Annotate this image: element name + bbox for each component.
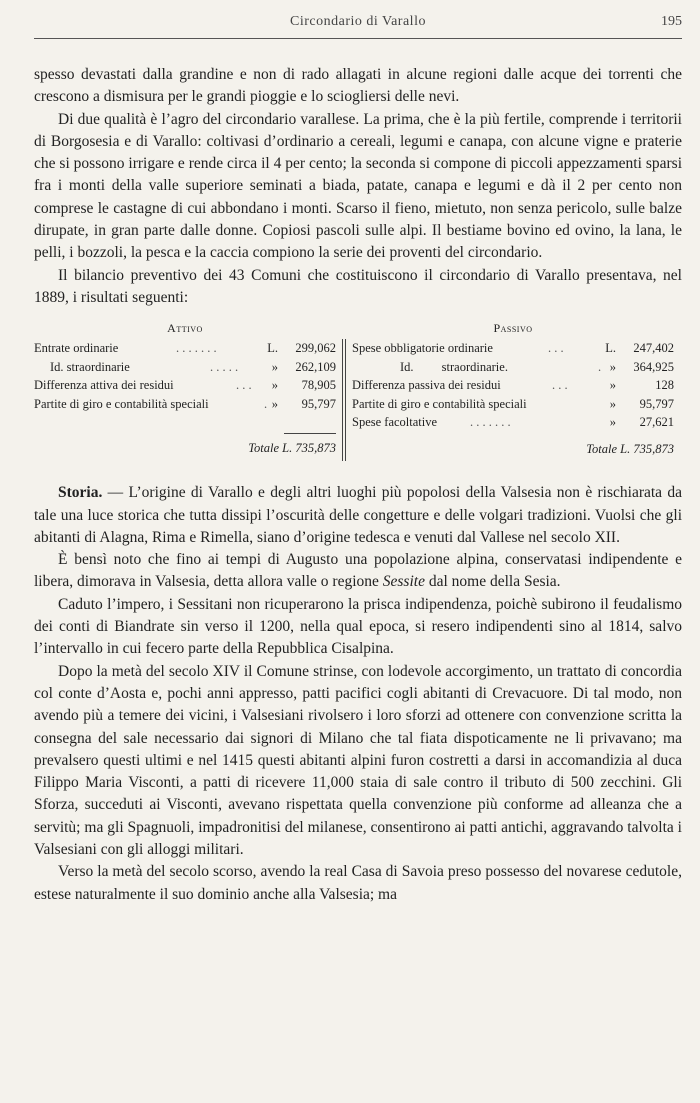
passivo-row (352, 413, 674, 432)
row-amount: 27,621 (639, 415, 674, 430)
row-currency: » (609, 378, 616, 393)
paragraph-secolo-xiv: Dopo la metà del secolo XIV il Comune strinse, con lodevole accorgimento, un trattato di concordia col conte d’Aosta e, pochi anni appresso, patti pacifici cogli abitanti di Crevacuore. Di tal modo, non avendo più a temere dei vicini, i Valsesiani rivolsero i loro sforzi ad ottenere con convenzione scritta la consegna del sale necessario dai signori di Milano che tal fiata dispoticamente ne li privavano; ma prevalsero questi ultimi e nel 1415 questi abitanti alpini furon costretti a darsi in accomandizia al duca Filippo Maria Visconti, a patti di ricevere 11,000 staia di sale contro il tributo di 500 zecchini. Gli Sforza, succeduti ai Visconti, avevano rispettata quella convenzione più conforme ad alleanza che a servitù; ma gli Spagnuoli, impadronitisi del milanese, consentirono ai patti antichi, aggravando talvolta i Valsesiani con gli alloggi militari. (34, 662, 682, 859)
column-divider (342, 339, 346, 461)
passivo-total: Totale L. 735,873 (586, 441, 674, 456)
header-rule (34, 38, 682, 39)
attivo-heading: Attivo (167, 321, 203, 336)
row-leader: . . . . . . . (176, 341, 217, 356)
term-sessite: Sessite (382, 573, 425, 591)
attivo-row (34, 339, 336, 358)
attivo-row (34, 358, 336, 377)
passivo-row (352, 358, 674, 377)
attivo-total: Totale L. 735,873 (248, 441, 336, 456)
paragraph-bilancio: Il bilancio preventivo dei 43 Comuni che costituiscono il circondario di Varallo presentava, nel 1889, i risultati seguenti: (34, 266, 682, 306)
page-body (34, 64, 682, 906)
row-amount: 364,925 (633, 359, 674, 374)
attivo-row (34, 376, 336, 395)
row-currency: L. (605, 341, 616, 356)
row-leader: . . . (552, 378, 568, 393)
paragraph-augusto-part1: È bensì noto che fino ai tempi di Augusto una popolazione alpina, conservatasi indipendente e libera, dimorava in Valsesia, detta allora valle o regione (34, 551, 682, 591)
passivo-row (352, 339, 674, 358)
row-label: Id. straordinarie (50, 359, 130, 374)
row-currency: » (609, 396, 616, 411)
paragraph-storia (34, 482, 682, 549)
passivo-row (352, 376, 674, 395)
paragraph-savoia: Verso la metà del secolo scorso, avendo la real Casa di Savoia preso possesso del novarese cedutole, estese naturalmente il suo dominio anche alla Valsesia; ma (34, 863, 682, 903)
row-amount: 95,797 (639, 396, 674, 411)
row-currency: L. (267, 341, 278, 356)
storia-text: — L’origine di Varallo e degli altri luoghi più popolosi della Valsesia non è rischiarata da tale una luce storica che tutta dissipi l’oscurità delle congetture e delle volgari tradizioni. Vuolsi che gli abitanti di Alagna, Rima e Rimella, siano d’origine tedesca e venuti dal Vallese nel secolo XII. (34, 484, 682, 546)
section-heading-storia: Storia. (58, 484, 103, 502)
row-leader: . . . . . (210, 359, 239, 374)
passivo-column (352, 317, 674, 460)
passivo-heading: Passivo (493, 321, 533, 336)
attivo-total-line (34, 437, 336, 459)
paragraph-augusto (34, 549, 682, 594)
row-amount: 299,062 (295, 341, 336, 356)
row-leader: . . . (548, 341, 564, 356)
row-leader: . (264, 396, 268, 411)
row-label: Partite di giro e contabilità speciali (352, 396, 527, 411)
row-label: Entrate ordinarie (34, 341, 119, 356)
row-amount: 78,905 (301, 378, 336, 393)
paragraph-continuation: spesso devastati dalla grandine e non di rado allagati in alcune regioni dalle acque dei torrenti che crescono a dismisura per le grandi pioggie e lo sciogliersi delle nevi. (34, 66, 682, 106)
attivo-column (34, 317, 336, 459)
row-label: Differenza passiva dei residui (352, 378, 501, 393)
row-label: Differenza attiva dei residui (34, 378, 174, 393)
paragraph-impero: Caduto l’impero, i Sessitani non ricuperarono la prisca indipendenza, poichè subirono il feudalismo dei conti di Biandrate sin verso il 1200, nella qual epoca, si resero indipendenti sino al 1814, salvo l’intervallo in cui fecero parte della Repubblica Cisalpina. (34, 595, 682, 658)
row-label: Id. straordinarie. (400, 359, 508, 374)
row-amount: 262,109 (295, 359, 336, 374)
row-label: Partite di giro e contabilità speciali (34, 396, 209, 411)
paragraph-augusto-part2: dal nome della Sesia. (424, 573, 561, 591)
row-currency: » (271, 359, 278, 374)
row-amount: 128 (655, 378, 674, 393)
row-currency: » (271, 378, 278, 393)
row-currency: » (271, 396, 278, 411)
paragraph-agro: Di due qualità è l’agro del circondario varallese. La prima, che è la più fertile, comprende i territorii di Borgosesia e di Varallo: coltivasi d’ordinario a cereali, legumi e canapa, con alcune vigne e praterie che si possono irrigare e rende circa il 4 per cento; la seconda si compone di piccoli appezzamenti sparsi fra i monti della valle superiore seminati a biada, patate, canapa e legumi e dà il 2 per cento non comprese le castagne di cui abbondano i monti. Scarso il fieno, mietuto, non senza pericolo, sulle balze dirupate, in gran parte dalle donne. Copiosi pascoli sulle alpi. Il bestiame bovino ed ovino, la lana, le pelli, i bozzoli, la pesca e la caccia compiono la serie dei proventi del circondario. (34, 110, 682, 262)
running-header (34, 14, 682, 36)
running-title: Circondario di Varallo (290, 14, 426, 29)
row-leader: . . . . . . . (470, 415, 511, 430)
row-leader: . (598, 359, 602, 374)
row-label: Spese obbligatorie ordinarie (352, 341, 493, 356)
row-currency: » (609, 359, 616, 374)
row-amount: 95,797 (301, 396, 336, 411)
attivo-row (34, 395, 336, 414)
row-label: Spese facoltative (352, 415, 438, 430)
page-number: 195 (661, 14, 682, 29)
passivo-row (352, 395, 674, 414)
row-amount: 247,402 (633, 341, 674, 356)
sum-rule (284, 433, 336, 434)
row-currency: » (609, 415, 616, 430)
passivo-total-line (352, 438, 674, 460)
row-leader: . . . (236, 378, 252, 393)
budget-table (34, 317, 682, 467)
